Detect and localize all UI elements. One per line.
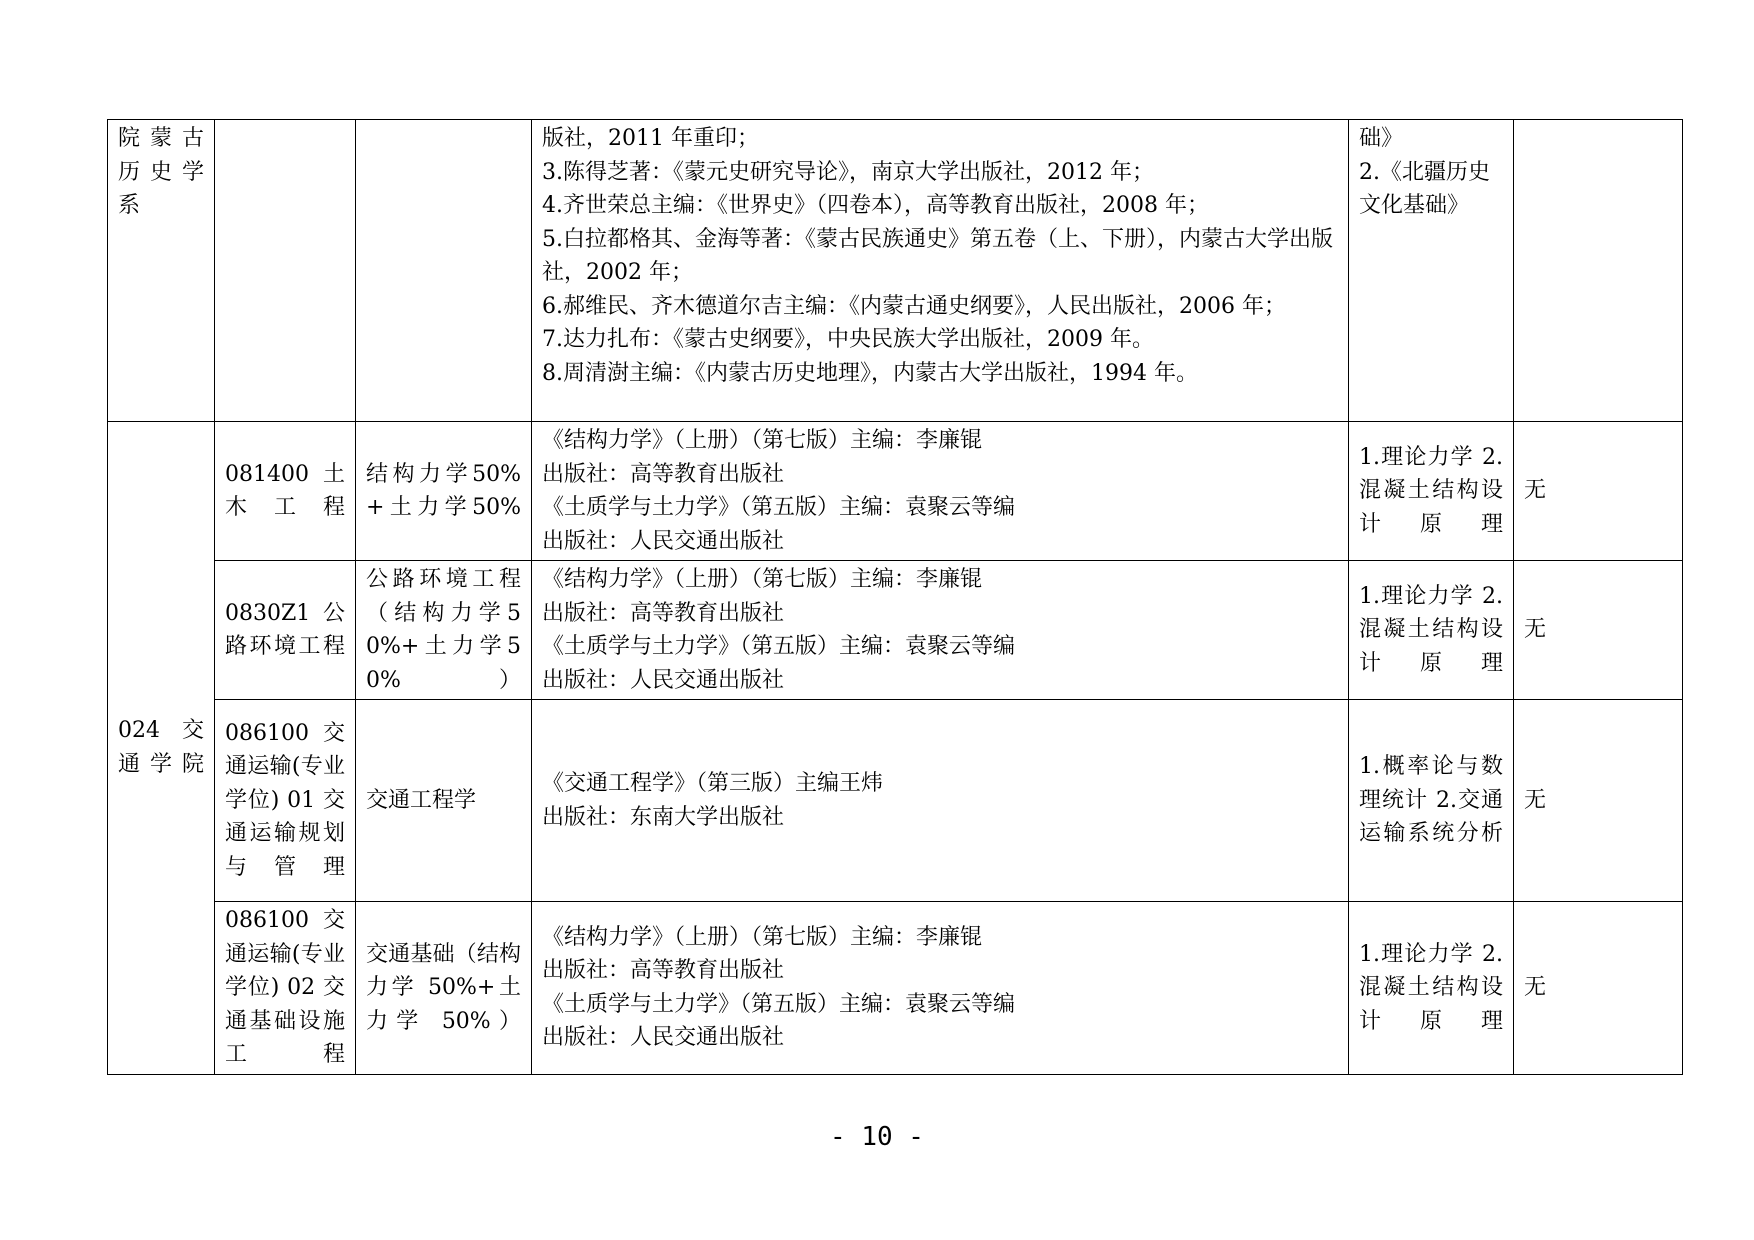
references-cell bbox=[532, 120, 1349, 422]
reference-line: 版社，2011 年重印； bbox=[542, 126, 759, 151]
table-row bbox=[108, 700, 1683, 902]
retest-cell: 1.概率论与数理统计 2.交通运输系统分析 bbox=[1349, 700, 1514, 902]
reference-line: 《土质学与土力学》（第五版）主编：袁聚云等编 bbox=[542, 634, 1016, 659]
reference-line: 7.达力扎布：《蒙古史纲要》，中央民族大学出版社，2009 年。 bbox=[542, 327, 1154, 352]
table-row bbox=[108, 120, 1683, 422]
major-cell: 086100 交通运输(专业学位) 01 交通运输规划与管理 bbox=[215, 700, 356, 902]
reference-line: 《土质学与土力学》（第五版）主编：袁聚云等编 bbox=[542, 495, 1016, 520]
major-cell: 0830Z1 公路环境工程 bbox=[215, 561, 356, 700]
references-cell bbox=[532, 422, 1349, 561]
reference-line: 出版社：高等教育出版社 bbox=[542, 600, 785, 626]
reference-line: 《结构力学》（上册）（第七版）主编：李廉锟 bbox=[542, 428, 983, 453]
reference-line: 《结构力学》（上册）（第七版）主编：李廉锟 bbox=[542, 924, 983, 950]
reference-line: 出版社：人民交通出版社 bbox=[542, 528, 785, 554]
reference-line: 5.白拉都格其、金海等著：《蒙古民族通史》第五卷（上、下册），内蒙古大学出版社，2002 年； bbox=[542, 226, 1333, 285]
reference-line: 出版社：东南大学出版社 bbox=[542, 804, 785, 830]
reference-line: 8.周清澍主编：《内蒙古历史地理》，内蒙古大学出版社，1994 年。 bbox=[542, 360, 1198, 386]
reference-line: 出版社：高等教育出版社 bbox=[542, 958, 785, 984]
retest-cell: 1.理论力学 2.混凝土结构设计原理 bbox=[1349, 902, 1514, 1075]
subject-cell: 交通工程学 bbox=[356, 700, 532, 902]
equal-cell: 无 bbox=[1514, 561, 1683, 700]
subject-cell bbox=[356, 120, 532, 422]
table-row bbox=[108, 902, 1683, 1075]
reference-line: 6.郝维民、齐木德道尔吉主编：《内蒙古通史纲要》，人民出版社，2006 年； bbox=[542, 293, 1286, 319]
table-row bbox=[108, 561, 1683, 700]
equal-cell bbox=[1514, 120, 1683, 422]
subject-cell: 交通基础（结构力学 50%+土力学 50%） bbox=[356, 902, 532, 1075]
reference-line: 4.齐世荣总主编：《世界史》（四卷本），高等教育出版社，2008 年； bbox=[542, 193, 1209, 218]
retest-cell: 1.理论力学 2.混凝土结构设计原理 bbox=[1349, 422, 1514, 561]
equal-cell: 无 bbox=[1514, 422, 1683, 561]
page-number: - 10 - bbox=[830, 1122, 924, 1152]
reference-line: 《交通工程学》（第三版）主编王炜 bbox=[542, 771, 884, 796]
college-cell: 院蒙古历史学系 bbox=[108, 120, 215, 422]
reference-line: 出版社：高等教育出版社 bbox=[542, 461, 785, 487]
reference-line: 《土质学与土力学》（第五版）主编：袁聚云等编 bbox=[542, 991, 1016, 1017]
major-cell bbox=[215, 120, 356, 422]
references-cell bbox=[532, 700, 1349, 902]
retest-cell bbox=[1349, 120, 1514, 422]
retest-line: 础》 bbox=[1359, 126, 1404, 151]
equal-cell: 无 bbox=[1514, 902, 1683, 1075]
references-cell bbox=[532, 902, 1349, 1075]
table-row bbox=[108, 422, 1683, 561]
major-cell: 081400 土木工程 bbox=[215, 422, 356, 561]
references-cell bbox=[532, 561, 1349, 700]
reference-line: 出版社：人民交通出版社 bbox=[542, 1025, 785, 1051]
reference-line: 3.陈得芝著：《蒙元史研究导论》，南京大学出版社，2012 年； bbox=[542, 159, 1154, 185]
equal-cell: 无 bbox=[1514, 700, 1683, 902]
subject-cell: 结构力学50%+土力学50% bbox=[356, 422, 532, 561]
major-cell: 086100 交通运输(专业学位) 02 交通基础设施工程 bbox=[215, 902, 356, 1075]
reference-line: 出版社：人民交通出版社 bbox=[542, 667, 785, 693]
reference-line: 《结构力学》（上册）（第七版）主编：李廉锟 bbox=[542, 567, 983, 592]
subject-cell: 公路环境工程（结构力学50%+土力学50%） bbox=[356, 561, 532, 700]
retest-cell: 1.理论力学 2.混凝土结构设计原理 bbox=[1349, 561, 1514, 700]
college-cell: 024 交通学院 bbox=[108, 422, 215, 1075]
admissions-table bbox=[107, 119, 1683, 1075]
retest-line: 2.《北疆历史文化基础》 bbox=[1359, 159, 1490, 218]
